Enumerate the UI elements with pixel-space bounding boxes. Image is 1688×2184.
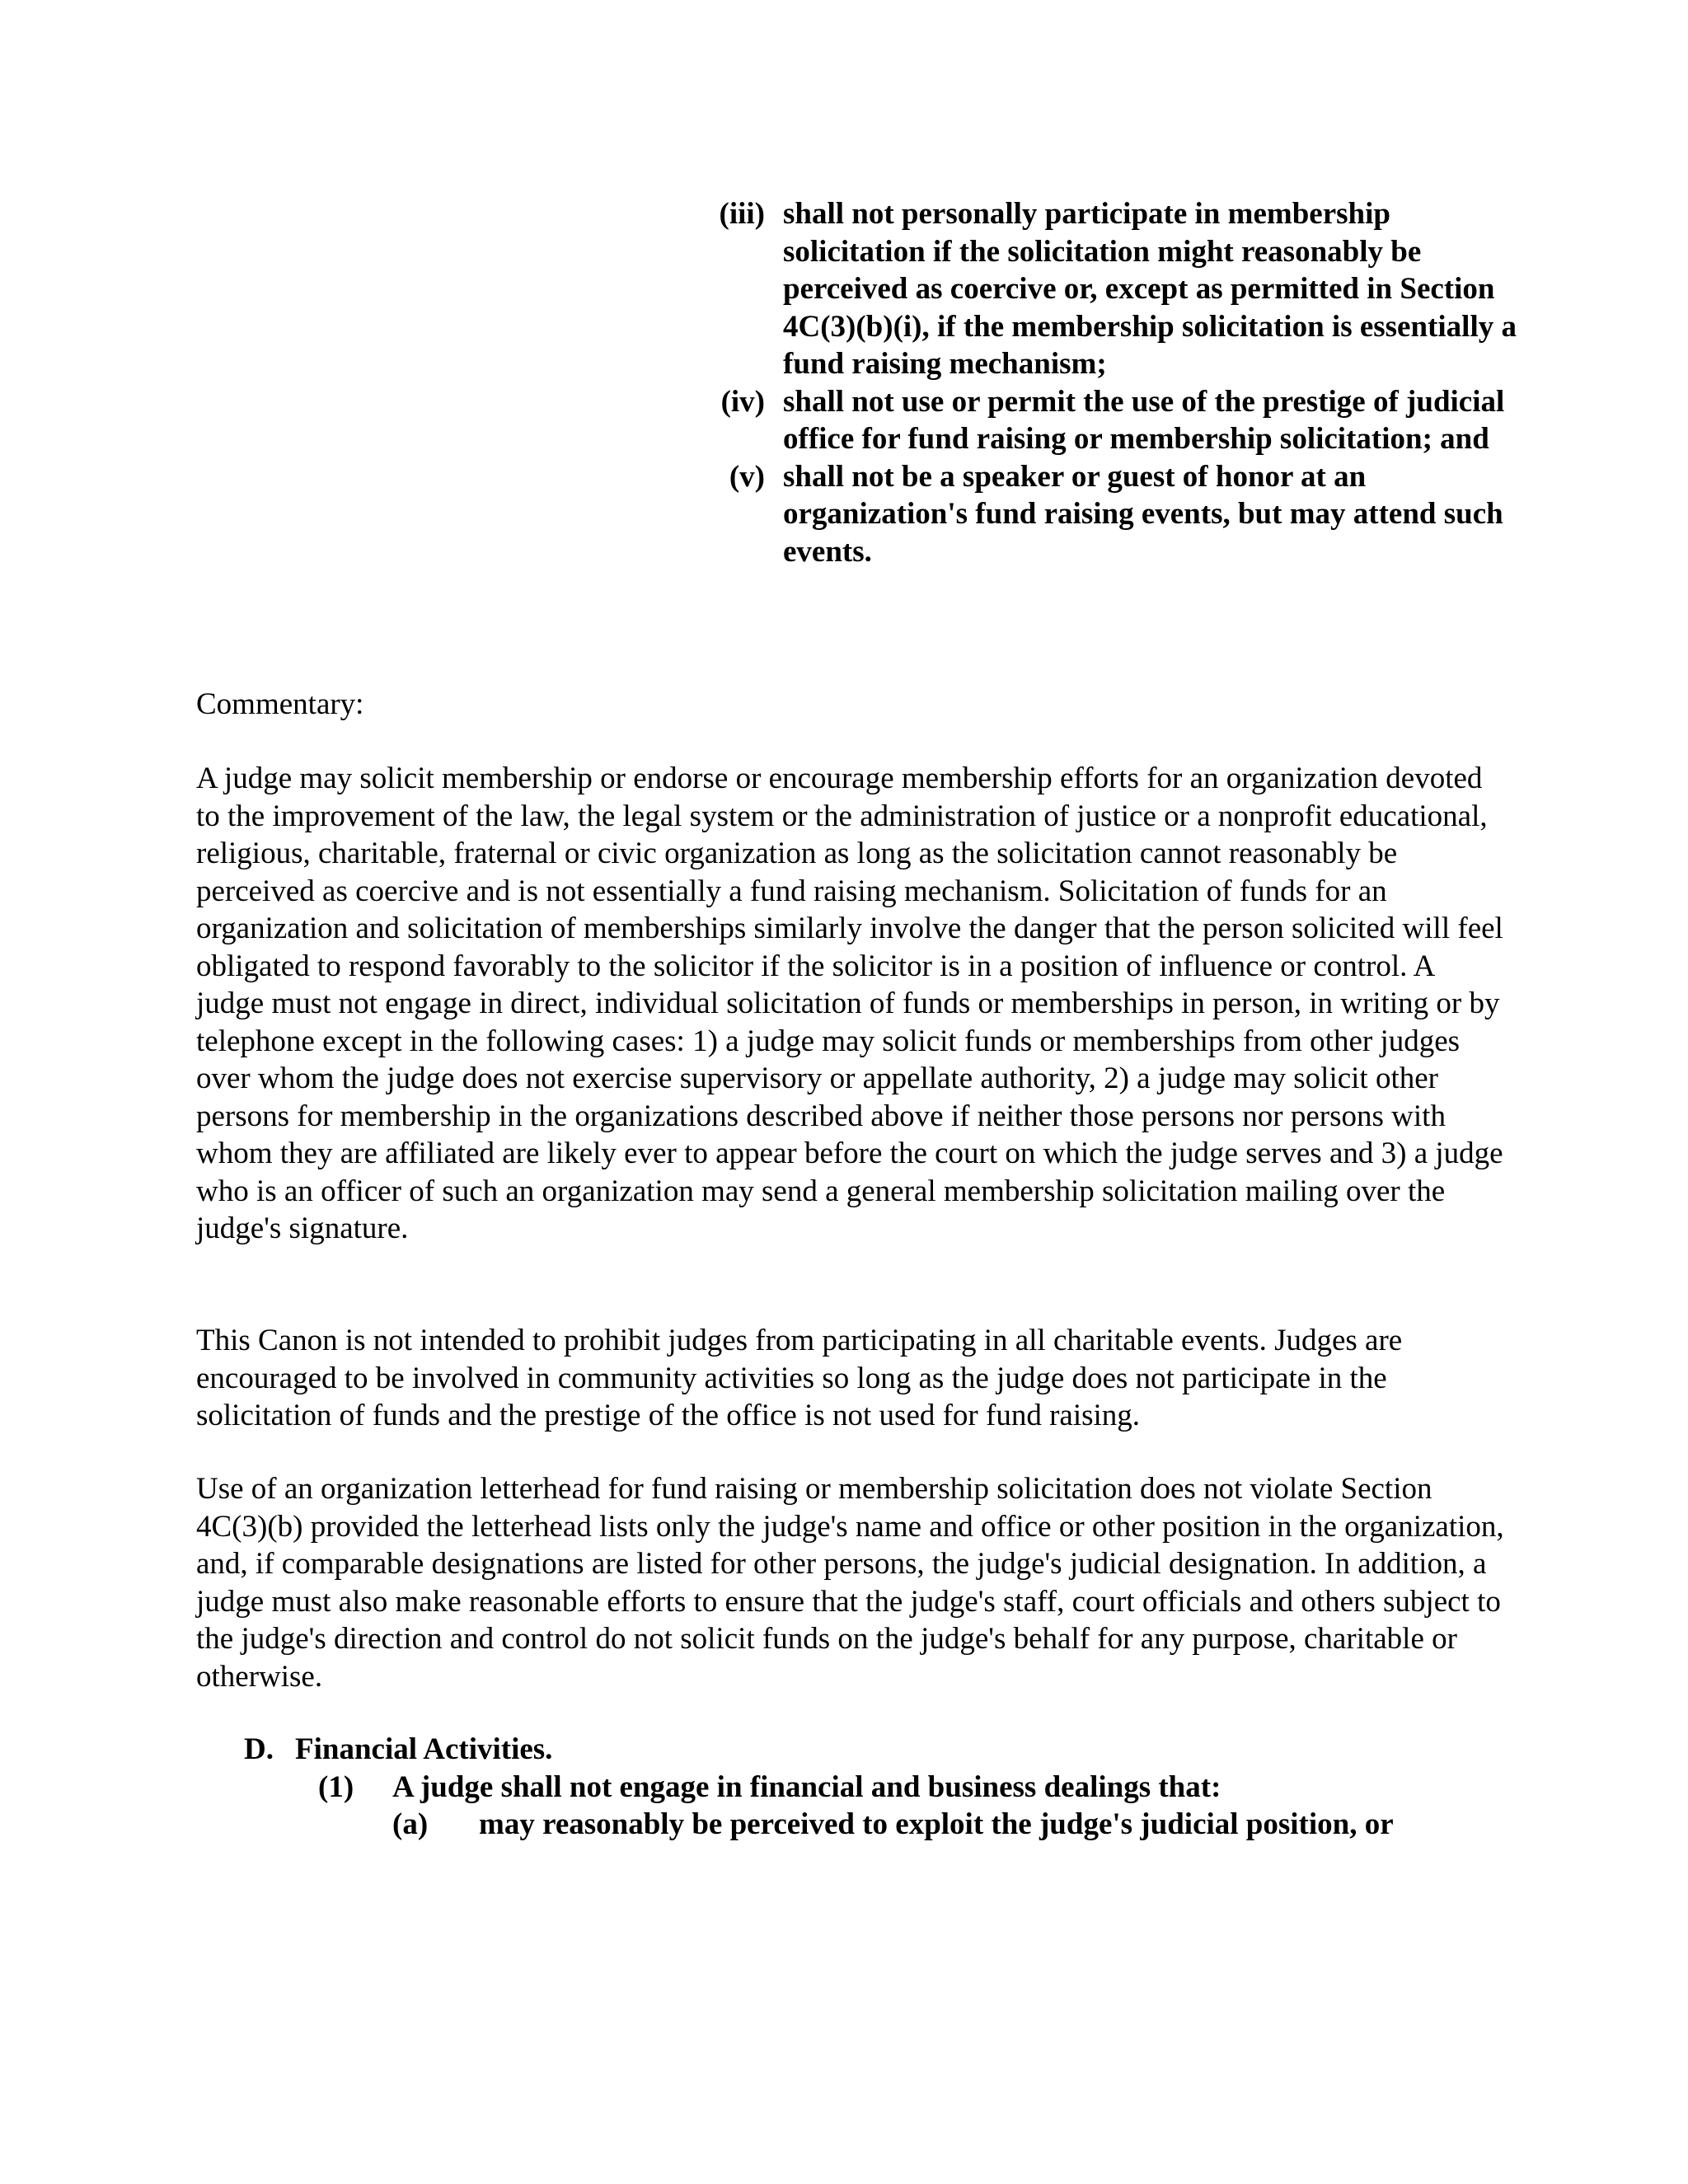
item-a-text: may reasonably be perceived to exploit the judge's judicial position, or <box>479 1807 1394 1841</box>
sub-item-list <box>707 195 1531 570</box>
item-1-row <box>244 1769 1530 1807</box>
sub-item-number: (v) <box>729 459 765 494</box>
commentary-paragraph-3: Use of an organization letterhead for fund raising or membership solicitation does not violate Section 4C(3)(b) provided the letterhead lists only the judge's name and office or other position in the organization, and, if comparable designations are listed for other persons, the judge's judicial designation. In addition, a judge must also make reasonable efforts to ensure that the judge's staff, court officials and others subject to the judge's direction and control do not solicit funds on the judge's behalf for any purpose, charitable or otherwise. <box>196 1472 1504 1694</box>
commentary-paragraph-1: A judge may solicit membership or endorse or encourage membership efforts for an organization devoted to the improvement of the law, the legal system or the administration of justice or a nonprofit educational, religious, charitable, fraternal or civic organization as long as the solicitation cannot reasonably be perceived as coercive and is not essentially a fund raising mechanism. Solicitation of funds for an organization and solicitation of memberships similarly involve the danger that the person solicited will feel obligated to respond favorably to the solicitor if the solicitor is in a position of influence or control. A judge must not engage in direct, individual solicitation of funds or memberships in person, in writing or by telephone except in the following cases: 1) a judge may solicit funds or memberships from other judges over whom the judge does not exercise supervisory or appellate authority, 2) a judge may solicit other persons for membership in the organizations described above if neither those persons nor persons with whom they are affiliated are likely ever to appear before the court on which the judge serves and 3) a judge who is an officer of such an organization may send a general membership solicitation mailing over the judge's signature. <box>196 762 1503 1245</box>
section-title: Financial Activities. <box>295 1732 553 1766</box>
section-letter: D. <box>244 1732 274 1766</box>
sub-item-number: (iii) <box>719 197 765 231</box>
item-a-row <box>244 1806 1530 1844</box>
commentary-heading: Commentary: <box>196 687 364 721</box>
item-a-letter: (a) <box>392 1807 429 1841</box>
sub-item-iv <box>707 383 1531 458</box>
commentary-paragraph-2: This Canon is not intended to prohibit judges from participating in all charitable events. Judges are encouraged to be involved in community activities so long as the judge does not participate in the solicitation of funds and the prestige of the office is not used for fund raising. <box>196 1324 1403 1432</box>
section-heading-row <box>244 1731 1530 1769</box>
sub-item-v <box>707 458 1531 571</box>
sub-item-text: shall not be a speaker or guest of honor at an organization's fund raising events, but may attend such events. <box>783 459 1503 569</box>
sub-item-text: shall not use or permit the use of the prestige of judicial office for fund raising or membership solicitation; and <box>783 384 1505 456</box>
sub-item-text: shall not personally participate in membership solicitation if the solicitation might reasonably be perceived as coercive or, except as permitted in Section 4C(3)(b)(i), if the membership solicitation is essentially a fund raising mechanism; <box>783 197 1517 381</box>
item-1-number: (1) <box>318 1769 354 1804</box>
section-d-financial-activities <box>244 1731 1530 1844</box>
sub-item-iii <box>707 195 1531 383</box>
sub-item-number: (iv) <box>720 384 765 419</box>
item-1-text: A judge shall not engage in financial and business dealings that: <box>392 1769 1221 1804</box>
